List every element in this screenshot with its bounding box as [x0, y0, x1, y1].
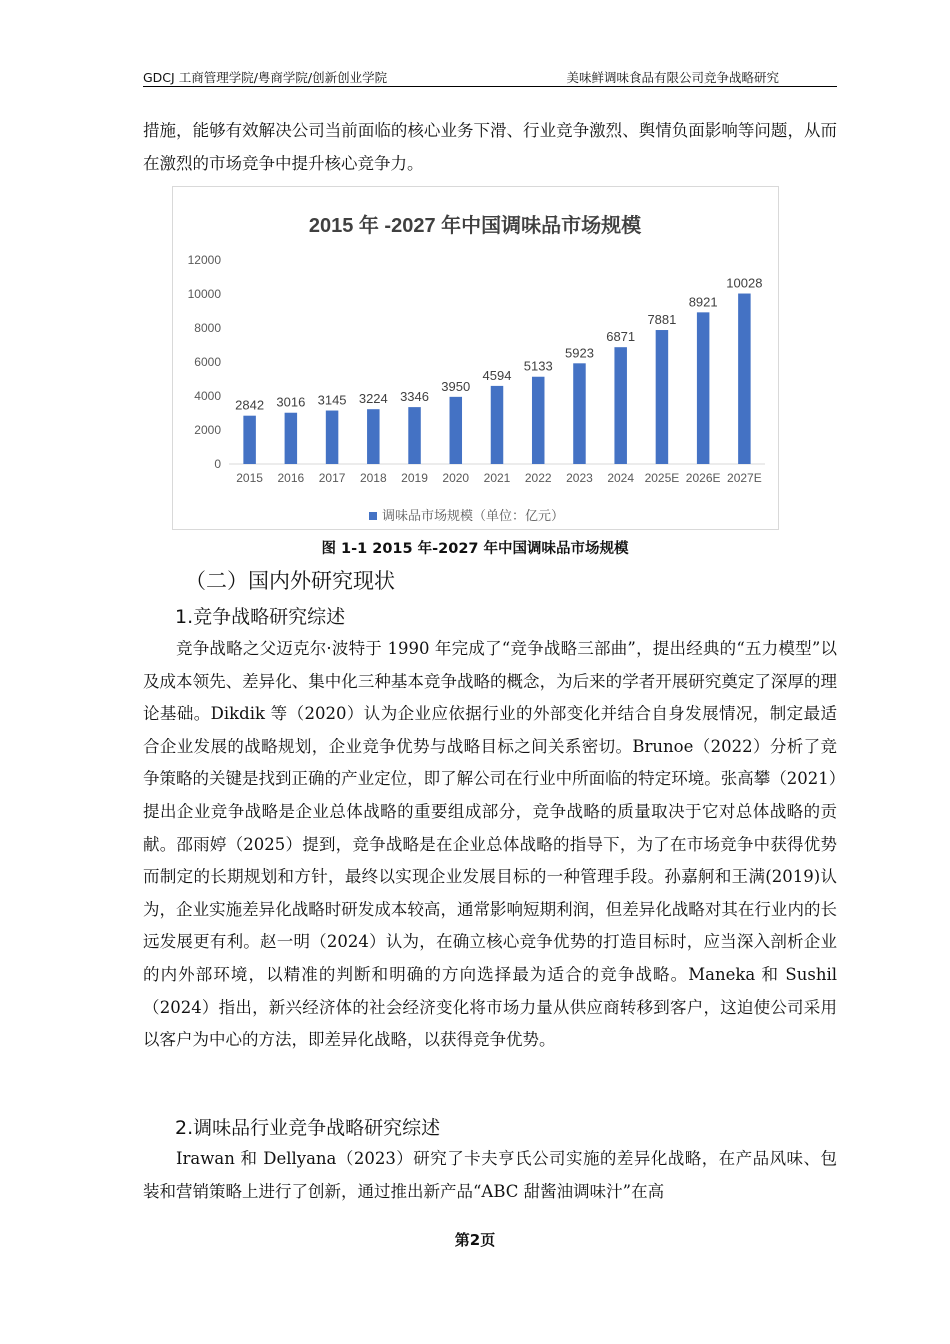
x-tick-label: 2021 [483, 471, 511, 485]
bar [656, 330, 669, 464]
header-left: GDCJ 工商管理学院/粤商学院/创新创业学院 [143, 70, 388, 85]
bar [367, 409, 380, 464]
paragraph-2: Irawan 和 Dellyana（2023）研究了卡夫亨氏公司实施的差异化战略，在产品风味、包装和营销策略上进行了创新，通过推出新产品“ABC 甜酱油调味汁”在高 [143, 1149, 837, 1201]
page-number: 第2页 [454, 1231, 496, 1249]
data-label: 4594 [482, 367, 512, 383]
x-tick-label: 2016 [277, 471, 305, 485]
data-label: 5133 [523, 358, 553, 374]
subheading-1: 1.竞争战略研究综述 [175, 606, 346, 628]
y-tick-label: 4000 [194, 389, 221, 403]
x-tick-label: 2026E [685, 471, 721, 485]
x-tick-label: 2024 [607, 471, 635, 485]
x-tick-label: 2018 [359, 471, 387, 485]
y-tick-label: 6000 [194, 355, 221, 369]
data-label: 6871 [606, 329, 636, 345]
header-right: 美味鲜调味食品有限公司竞争战略研究 [566, 70, 779, 85]
subheading-2: 2.调味品行业竞争战略研究综述 [175, 1117, 441, 1139]
intro-paragraph: 措施，能够有效解决公司当前面临的核心业务下滑、行业竞争激烈、舆情负面影响等问题，从而在激烈的市场竞争中提升核心竞争力。 [143, 121, 837, 173]
bar [738, 294, 751, 464]
x-tick-label: 2025E [644, 471, 680, 485]
bar [450, 397, 463, 464]
data-label: 3346 [400, 389, 429, 405]
bar [573, 363, 586, 464]
y-tick-label: 10000 [187, 287, 221, 301]
y-tick-label: 0 [214, 457, 221, 471]
y-tick-label: 2000 [194, 423, 221, 437]
x-tick-label: 2015 [236, 471, 263, 485]
data-label: 3224 [358, 391, 388, 407]
bar [285, 413, 298, 464]
bar [614, 347, 627, 464]
figure-caption: 图 1-1 2015 年-2027 年中国调味品市场规模 [321, 541, 629, 557]
legend-swatch [369, 512, 377, 520]
data-label: 3145 [317, 392, 347, 408]
data-label: 7881 [647, 312, 677, 328]
legend-label: 调味品市场规模（单位：亿元） [382, 508, 565, 523]
data-label: 8921 [688, 294, 718, 310]
data-label: 10028 [726, 275, 763, 291]
bar [491, 386, 504, 464]
data-label: 2842 [235, 397, 265, 413]
bar [532, 377, 545, 464]
bar-chart [173, 187, 778, 529]
x-tick-label: 2019 [401, 471, 428, 485]
x-tick-label: 2017 [318, 471, 346, 485]
bar [408, 407, 421, 464]
x-tick-label: 2020 [442, 471, 470, 485]
x-tick-label: 2022 [524, 471, 552, 485]
bar [326, 411, 339, 464]
data-label: 3950 [441, 378, 471, 394]
y-tick-label: 8000 [194, 321, 221, 335]
bar [243, 416, 256, 464]
chart-container [172, 186, 779, 530]
data-label: 5923 [565, 345, 594, 361]
bar [697, 312, 710, 464]
paragraph-1: 竞争战略之父迈克尔·波特于 1990 年完成了“竞争战略三部曲”，提出经典的“五力模型”以及成本领先、差异化、集中化三种基本竞争战略的概念，为后来的学者开展研究奠定了深厚的理论基础。Dikdik 等（2020）认为企业应依据行业的外部变化并结合自身发展情况，制定最适合企业发展的战略规划，企业竞争优势与战略目标之间关系密切。Brunoe（2022）分析了竞争策略的关键是找到正确的产业定位，即了解公司在行业中所面临的特定环境。张高攀（2021）提出企业竞争战略是企业总体战略的重要组成部分，竞争战略的质量取决于它对总体战略的贡献。邵雨婷（2025）提到，竞争战略是在企业总体战略的指导下，为了在市场竞争中获得优势而制定的长期规划和方针，最终以实现企业发展目标的一种管理手段。孙嘉舸和王满(2019)认为，企业实施差异化战略时研发成本较高，通常影响短期利润，但差异化战略对其在行业内的长远发展更有利。赵一明（2024）认为，在确立核心竞争优势的打造目标时，应当深入剖析企业的内外部环境，以精准的判断和明确的方向选择最为适合的竞争战略。Maneka 和 Sushil（2024）指出，新兴经济体的社会经济变化将市场力量从供应商转移到客户，这迫使公司采用以客户为中心的方法，即差异化战略，以获得竞争优势。 [143, 639, 837, 1050]
chart-title: 2015 年 -2027 年中国调味品市场规模 [308, 215, 642, 237]
y-tick-label: 12000 [187, 253, 221, 267]
section-heading: （二）国内外研究现状 [185, 569, 395, 593]
page-header [143, 66, 837, 87]
data-label: 3016 [276, 394, 306, 410]
x-tick-label: 2027E [727, 471, 762, 485]
x-tick-label: 2023 [566, 471, 593, 485]
